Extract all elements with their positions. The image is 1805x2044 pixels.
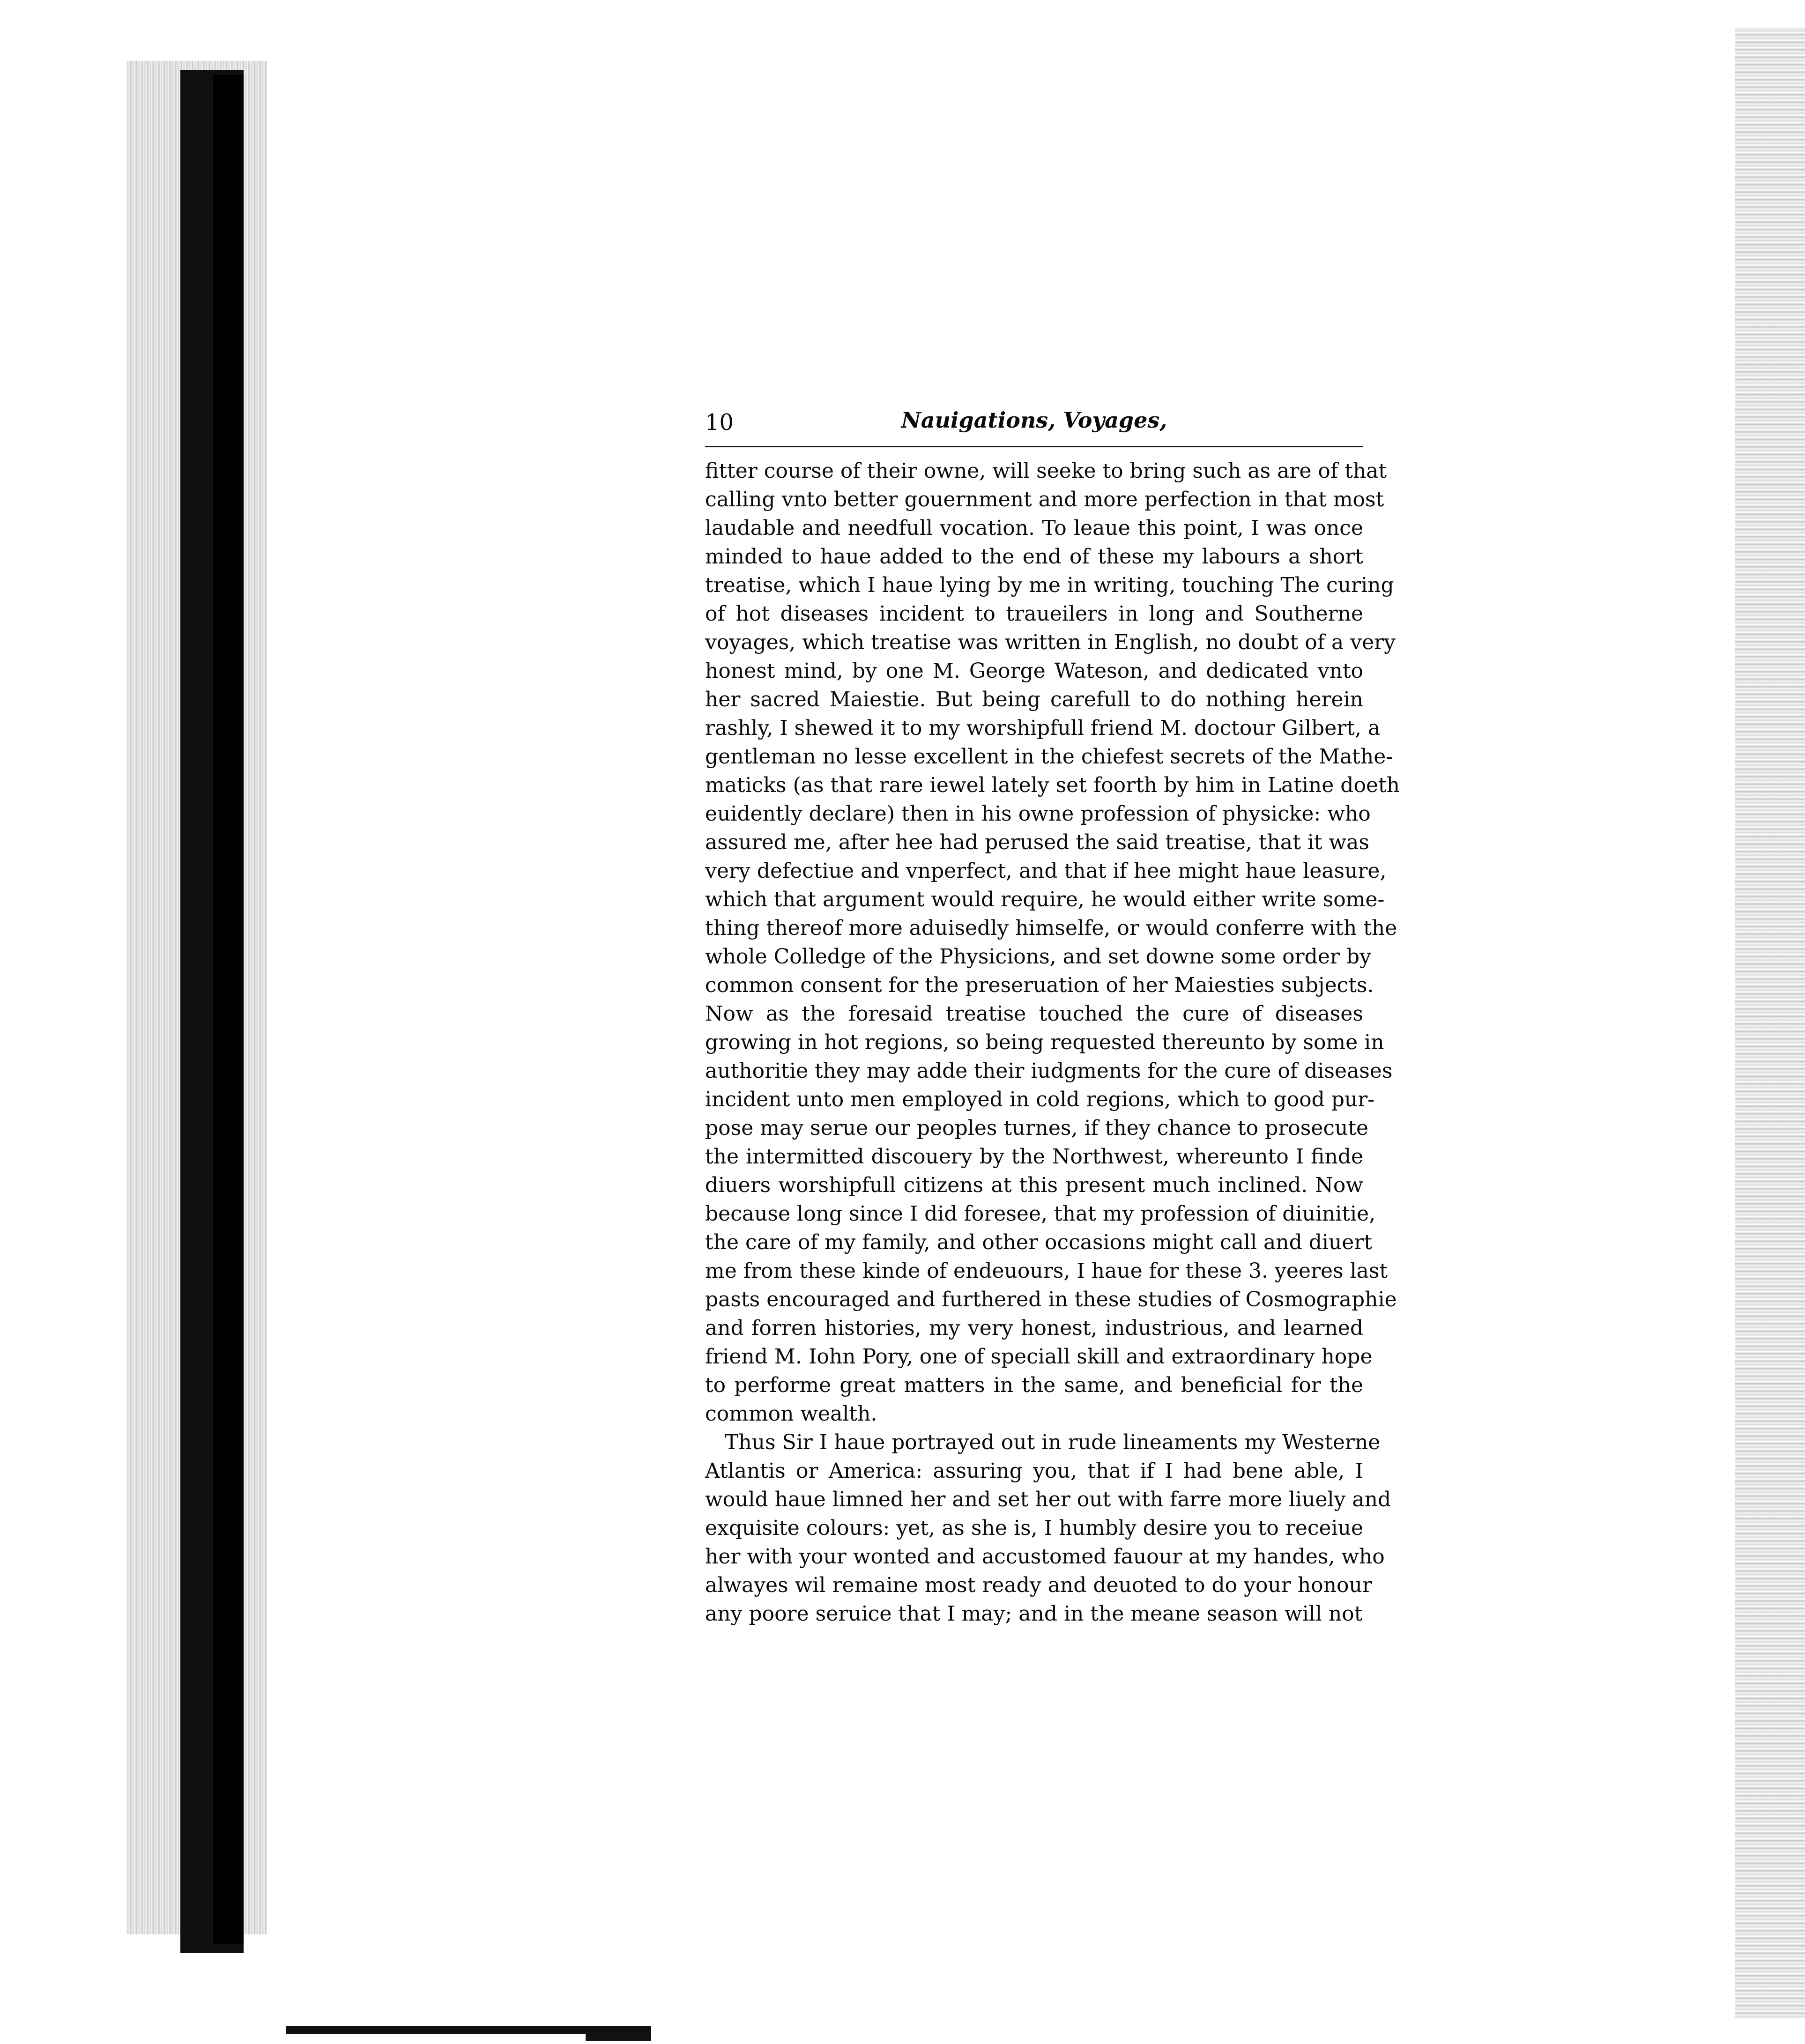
text-line: diuers worshipfull citizens at this present much inclined. Now: [705, 1173, 1363, 1197]
text-line: of hot diseases incident to traueilers in long and Southerne: [705, 602, 1363, 626]
text-line: incident unto men employed in cold regions, which to good pur-: [705, 1088, 1375, 1111]
book-binding-edge: [213, 75, 244, 1944]
text-line: maticks (as that rare iewel lately set foorth by him in Latine doeth: [705, 773, 1400, 797]
page-number: 10: [705, 409, 734, 436]
text-line: because long since I did foresee, that my profession of diuinitie,: [705, 1202, 1376, 1226]
scan-bottom-edge-mark: [586, 2031, 651, 2041]
text-line: thing thereof more aduisedly himselfe, or would conferre with the: [705, 916, 1397, 940]
text-line: minded to haue added to the end of these my labours a short: [705, 545, 1363, 569]
text-line: Atlantis or America: assuring you, that if I had bene able, I: [705, 1459, 1363, 1483]
text-line: Now as the foresaid treatise touched the cure of diseases: [705, 1002, 1363, 1026]
text-line: her sacred Maiestie. But being carefull to do nothing herein: [705, 688, 1363, 711]
text-line: alwayes wil remaine most ready and deuoted to do your honour: [705, 1573, 1372, 1597]
text-line: laudable and needfull vocation. To leaue this point, I was once: [705, 516, 1363, 540]
text-line: friend M. Iohn Pory, one of speciall skill and extraordinary hope: [705, 1345, 1373, 1369]
header-rule: [705, 446, 1363, 447]
text-line: common wealth.: [705, 1402, 877, 1426]
text-line: any poore seruice that I may; and in the meane season will not: [705, 1602, 1363, 1626]
paragraph: [705, 457, 1400, 1428]
text-line: very defectiue and vnperfect, and that if hee might haue leasure,: [705, 859, 1387, 883]
text-line: to performe great matters in the same, and beneficial for the: [705, 1373, 1363, 1397]
text-line: voyages, which treatise was written in English, no doubt of a very: [705, 630, 1396, 654]
text-line: her with your wonted and accustomed fauour at my handes, who: [705, 1545, 1385, 1569]
text-line: rashly, I shewed it to my worshipfull friend M. doctour Gilbert, a: [705, 716, 1381, 740]
text-line: Thus Sir I haue portrayed out in rude lineaments my Westerne: [725, 1430, 1381, 1454]
book-page: [705, 407, 1400, 1672]
text-line: euidently declare) then in his owne profession of physicke: who: [705, 802, 1371, 826]
text-line: whole Colledge of the Physicions, and set downe some order by: [705, 945, 1371, 969]
text-line: honest mind, by one M. George Wateson, and dedicated vnto: [705, 659, 1363, 683]
text-line: me from these kinde of endeuours, I haue for these 3. yeeres last: [705, 1259, 1388, 1283]
paragraph: [705, 1428, 1391, 1628]
text-line: which that argument would require, he would either write some-: [705, 888, 1385, 911]
text-line: pose may serue our peoples turnes, if they chance to prosecute: [705, 1116, 1369, 1140]
text-line: authoritie they may adde their iudgments for the cure of diseases: [705, 1059, 1393, 1083]
text-line: pasts encouraged and furthered in these studies of Cosmographie: [705, 1288, 1397, 1311]
text-line: and forren histories, my very honest, industrious, and learned: [705, 1316, 1363, 1340]
text-line: common consent for the preseruation of her Maiesties subjects.: [705, 973, 1374, 997]
text-line: would haue limned her and set her out with farre more liuely and: [705, 1488, 1391, 1511]
running-head: [705, 407, 1363, 440]
text-line: calling vnto better gouernment and more perfection in that most: [705, 488, 1384, 511]
scan-right-edge: [1735, 28, 1805, 2019]
running-title: Nauigations, Voyages,: [901, 407, 1167, 433]
text-line: exquisite colours: yet, as she is, I humbly desire you to receiue: [705, 1516, 1363, 1540]
text-line: the intermitted discouery by the Northwest, whereunto I finde: [705, 1145, 1363, 1169]
text-line: growing in hot regions, so being requested thereunto by some in: [705, 1030, 1384, 1054]
text-line: treatise, which I haue lying by me in writing, touching The curing: [705, 573, 1394, 597]
text-line: assured me, after hee had perused the said treatise, that it was: [705, 830, 1369, 854]
text-line: fitter course of their owne, will seeke to bring such as are of that: [705, 459, 1387, 483]
text-line: the care of my family, and other occasions might call and diuert: [705, 1230, 1373, 1254]
page-body: [705, 457, 1400, 1628]
text-line: gentleman no lesse excellent in the chiefest secrets of the Mathe-: [705, 745, 1393, 769]
